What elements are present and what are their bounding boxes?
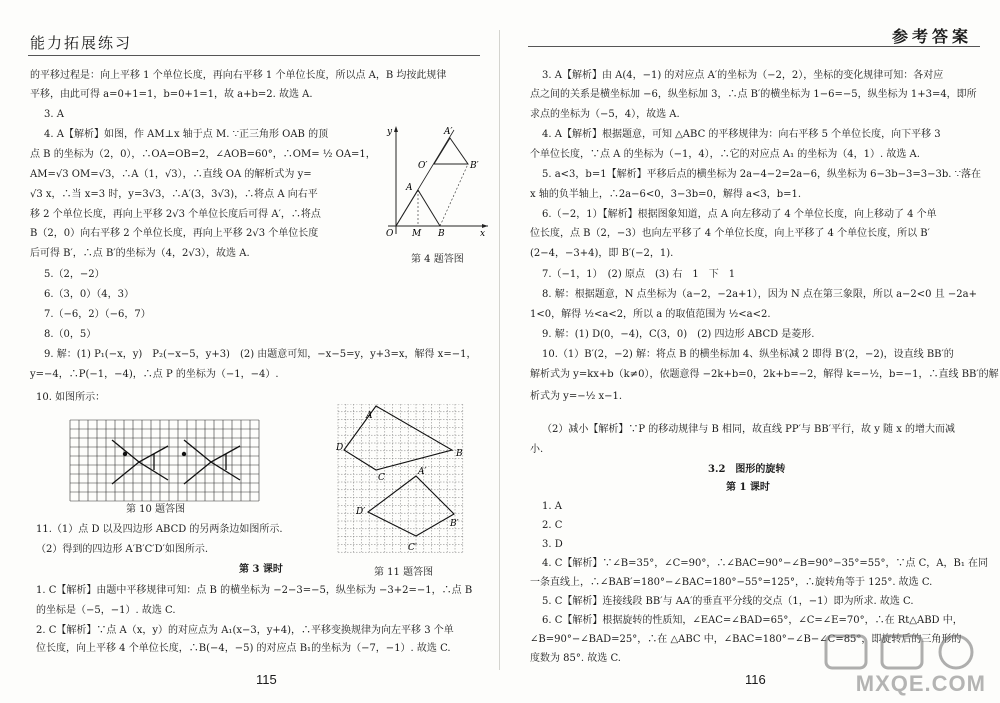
- fig11-c-label: C: [378, 473, 385, 483]
- left-line: 点 B 的坐标为（2，0），∴OA=OB=2，∠AOB=60°，∴OM= ½ OA=1，: [30, 149, 376, 160]
- fig11-d-prime-label: D′: [356, 507, 366, 517]
- left-header-rule: [28, 55, 480, 56]
- fig4-x-label: x: [480, 229, 486, 238]
- fig4-y-label: y: [387, 127, 393, 137]
- section-heading: 3.2 图形的旋转: [708, 464, 786, 475]
- right-line: 位长度，点 B（2，−3）也向左平移了 4 个单位长度，向上平移了 4 个单位长度，所以 B′: [530, 228, 930, 239]
- left-line: 2. C【解析】∵点 A（x，y）的对应点为 A₁(x−3，y+4)，∴平移变换规律为向左平移 3 个单: [36, 625, 454, 636]
- fig4-a-label: A: [406, 183, 413, 193]
- right-line: 4. A【解析】根据题意，可知 △ABC 的平移规律为：向右平移 5 个单位长度，向下平移 3: [542, 129, 941, 140]
- figure-4-diagram: [384, 124, 490, 238]
- fig4-b-label: B: [438, 229, 445, 238]
- right-line: 点之间的关系是横坐标加 −6，纵坐标加 3，∴点 B′的横坐标为 1−6=−5，纵坐标为 1+3=4，即所: [530, 89, 977, 100]
- right-line: (2−4，−3+4)，即 B′(−2，1).: [530, 248, 674, 259]
- right-line: 6. C【解析】根据旋转的性质知，∠EAC=∠BAD=65°，∠C=∠E=70°，∴在 Rt△ABD 中，: [542, 615, 963, 626]
- left-line: AM=√3 OM=√3，∴A（1，√3），∴直线 OA 的解析式为 y=: [30, 169, 312, 180]
- fig11-a-prime-label: A′: [418, 467, 427, 477]
- right-line: 析式为 y=−½ x−1.: [530, 391, 623, 402]
- fig4-b-prime-label: B′: [470, 161, 479, 171]
- fig11-c-prime-label: C′: [408, 543, 417, 553]
- left-line: （2）得到的四边形 A′B′C′D′如图所示.: [36, 544, 209, 555]
- right-line: 10.（1）B′(2，−2) 解：将点 B 的横坐标加 4、纵坐标减 2 即得 B′(2，−2)，设直线 BB′的: [542, 349, 954, 360]
- left-line: 1. C【解析】由题中平移规律可知：点 B 的横坐标为 −2−3=−5，纵坐标为 −3+2=−1，∴点 B: [36, 585, 473, 596]
- left-line: 3. A: [44, 109, 64, 120]
- right-line: 2. C: [542, 520, 563, 531]
- left-line: 5.（2，−2）: [44, 269, 105, 280]
- right-line: 3. D: [542, 539, 563, 550]
- figure-11-grid: [336, 404, 466, 556]
- left-header-title: 能力拓展练习: [30, 34, 133, 52]
- right-line: 6.（−2，1）【解析】根据图象知道，点 A 向左移动了 4 个单位长度，向上移动了 4 个单: [542, 209, 937, 220]
- right-line: （2）减小【解析】∵P 的移动规律与 B 相同，故直线 PP′与 BB′平行，故 y 随 x 的增大而减: [542, 424, 956, 435]
- right-line: x 轴的负半轴上，∴2a−6<0，3−3b=0，解得 a<3，b=1.: [530, 189, 802, 200]
- right-line: 3. A【解析】由 A(4，−1) 的对应点 A′的坐标为（−2，2），坐标的变化规律可知：各对应: [542, 70, 944, 81]
- left-line: 11.（1）点 D 以及四边形 ABCD 的另两条边如图所示.: [36, 524, 283, 535]
- left-line: 4. A【解析】如图，作 AM⊥x 轴于点 M. ∵正三角形 OAB 的顶: [44, 129, 329, 140]
- watermark-logo: [824, 633, 984, 671]
- figure-11-caption: 第 11 题答图: [374, 567, 434, 578]
- right-line: 解析式为 y=kx+b（k≠0），依题意得 −2k+b=0，2k+b=−2，解得 k=−½，b=−1，∴直线 BB′的解: [530, 369, 999, 380]
- left-line: 移 2 个单位长度，再向上平移 2√3 个单位长度后可得 A′，∴将点: [30, 209, 321, 220]
- right-line: 1<0，解得 ½<a<2，所以 a 的取值范围为 ½<a<2.: [530, 309, 771, 320]
- left-line: 的平移过程是：向上平移 1 个单位长度，再向右平移 1 个单位长度，所以点 A，B 均按此规律: [30, 70, 447, 81]
- right-line: 5. a<3，b=1【解析】平移后点的横坐标为 2a−4−2=2a−6，纵坐标为 6−3b−3=3−3b. ∵落在: [542, 169, 982, 180]
- left-line: y=−4，∴P(−1，−4)，∴点 P 的坐标为（−1，−4）.: [30, 369, 279, 380]
- fig11-d-label: D: [336, 443, 344, 453]
- left-line: 8.（0，5）: [44, 329, 97, 340]
- left-line: 后可得 B′，∴点 B′的坐标为（4，2√3），故选 A.: [30, 248, 250, 259]
- right-page: [500, 0, 1000, 703]
- right-line: 8. 解：根据题意，N 点坐标为（a−2，−2a+1），因为 N 点在第三象限，所以 a−2<0 且 −2a+: [542, 289, 977, 300]
- right-line: 一条直线上，∴∠BAB′=180°−∠BAC=180°−55°=125°，∴旋转角等于 125°. 故选 C.: [530, 577, 933, 588]
- left-line: 10. 如图所示：: [36, 392, 106, 403]
- left-page-number: 115: [256, 672, 277, 687]
- fig4-o-label: O: [386, 229, 394, 238]
- left-line: 7.（−6，2）（−6，7）: [44, 309, 151, 320]
- left-line: 9. 解：(1) P₁(−x，y) P₂(−x−5，y+3) (2) 由题意可知，−x−5=y，y+3=x，解得 x=−1，: [44, 349, 477, 360]
- watermark-site: MXQE.COM: [855, 671, 986, 696]
- figure-4-caption: 第 4 题答图: [411, 254, 464, 265]
- right-line: 7.（−1，1） (2) 原点 (3) 右 1 下 1: [542, 269, 736, 280]
- right-line: 5. C【解析】连接线段 BB′与 AA′的垂直平分线的交点（1，−1）即为所求. 故选 C.: [542, 596, 914, 607]
- fig4-o-prime-label: O′: [418, 161, 428, 171]
- right-line: ∠B=90°−∠BAD=25°，∴在 △ABC 中，∠BAC=180°−∠B−∠C=85°，即旋转后的三角形的: [530, 634, 962, 645]
- section-title: 第 3 课时: [239, 564, 283, 575]
- left-line: 的坐标是（−5，−1）. 故选 C.: [36, 605, 176, 616]
- fig11-b-prime-label: B′: [450, 519, 459, 529]
- left-line: B（2，0）向右平移 2 个单位长度，再向上平移 2√3 个单位长度: [30, 228, 319, 239]
- figure-10-caption: 第 10 题答图: [126, 504, 186, 515]
- left-line: 平移，由此可得 a=0+1=1，b=0+1=1，故 a+b=2. 故选 A.: [30, 89, 313, 100]
- left-line: √3 x，∴当 x=3 时，y=3√3，∴A′(3，3√3)，∴将点 A 向右平: [30, 189, 318, 200]
- right-line: 1. A: [542, 501, 562, 512]
- left-line: 6.（3，0）（4，3）: [44, 289, 134, 300]
- fig11-b-label: B: [456, 449, 463, 459]
- right-line: 度数为 85°. 故选 C.: [530, 653, 621, 664]
- right-line: 小.: [530, 444, 544, 455]
- subsection-heading: 第 1 课时: [726, 482, 770, 493]
- left-line: 位长度，向上平移 4 个单位长度，∴B(−4，−5) 的对应点 B₁的坐标为（−7，−1）. 故选 C.: [36, 643, 451, 654]
- figure-10-grid: [68, 418, 264, 504]
- right-header-rule: [528, 46, 980, 47]
- right-line: 求点的坐标为（−5，4），故选 A.: [530, 109, 680, 120]
- right-line: 9. 解：(1) D(0，−4)，C(3，0) (2) 四边形 ABCD 是菱形.: [542, 329, 815, 340]
- right-line: 个单位长度，∵点 A 的坐标为（−1，4），∴它的对应点 A₁ 的坐标为（4，1）. 故选 A.: [530, 149, 920, 160]
- fig4-a-prime-label: A′: [444, 127, 453, 137]
- fig4-m-label: M: [412, 229, 422, 238]
- right-line: 4. C【解析】∵∠B=35°，∠C=90°，∴∠BAC=90°−∠B=90°−35°=55°，∵点 C，A，B₁ 在同: [542, 558, 989, 569]
- right-page-number: 116: [745, 672, 766, 687]
- right-header-title: 参考答案: [891, 27, 972, 46]
- fig11-a-label: A: [366, 411, 373, 421]
